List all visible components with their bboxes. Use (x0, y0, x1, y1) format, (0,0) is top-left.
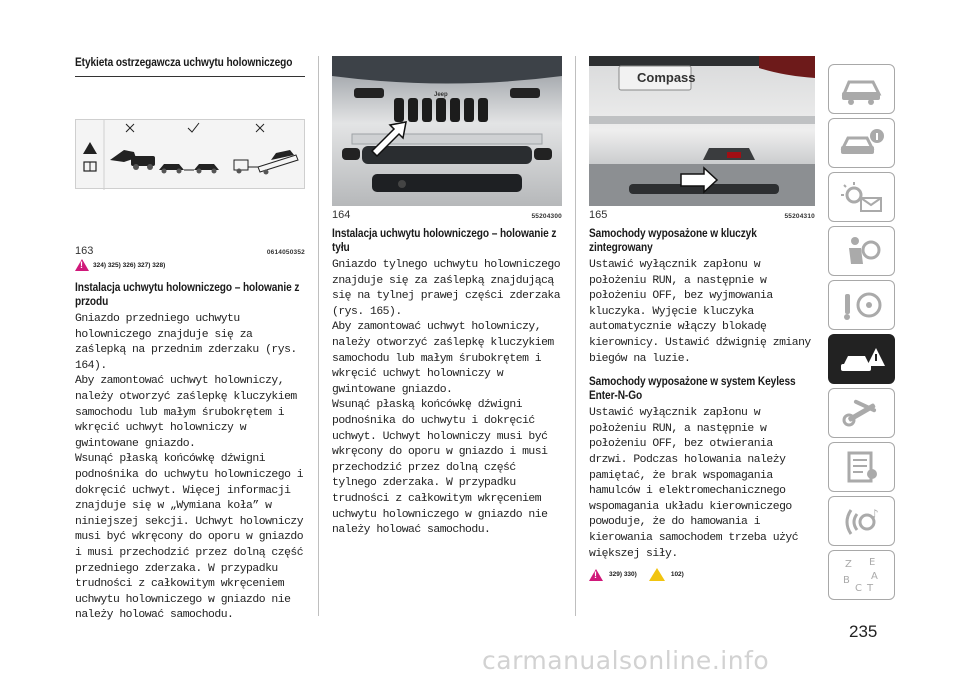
figure-caption (589, 209, 815, 221)
paragraph: Ustawić wyłącznik zapłonu w położeniu RUN, a następnie w położeniu OFF, bez otwierania drzwi. Podczas holowania należy pamiętać, że brak wspomagania hamulców i elektromechanicznego wspomagania układu kierowniczego powoduje, że do hamowania i kierowania samochodem trzeba użyć większej siły. (589, 407, 799, 560)
figure-code: 55204300 (531, 213, 562, 220)
paragraph: Gniazdo tylnego uchwytu holowniczego znajduje się za zaślepką znajdującą się na tylnej prawej części zderzaka (rys. 165). (332, 259, 561, 318)
watermark: carmanualsonline.info (482, 646, 770, 675)
paragraph: Aby zamontować uchwyt holowniczy, należy otworzyć zaślepkę kluczykiem samochodu lub małym śrubokrętem i wkręcić uchwyt holowniczy w gwintowane gniazdo. (332, 321, 554, 396)
column-2 (332, 56, 562, 539)
front-bumper-photo (332, 56, 562, 206)
section-title: Instalacja uchwytu holowniczego – holowanie z tyłu (332, 228, 557, 254)
warning-icon (75, 259, 89, 271)
car-dashboard-icon (839, 72, 885, 106)
nav-tab-service[interactable] (828, 388, 895, 438)
section-title: Instalacja uchwytu holowniczego – holowanie z przodu (75, 282, 300, 308)
airbag-seatbelt-icon (839, 234, 885, 268)
figure-caption (75, 245, 305, 257)
figure-number: 164 (332, 209, 351, 221)
warning-refs: 324) 325) 326) 327) 328) (93, 261, 166, 269)
paragraph: Wsunąć płaską końcówkę dźwigni podnośnika do uchwytu holowniczego i dokręcić uchwyt. Więcej informacji znajduje się w „Wymiana koła” w niniejszej sekcji. Uchwyt holowniczy musi być wkręcony do oporu w gniazdo i musi przechodzić przez dolną część przedniego zderzaka. W przypadku trudności z całkowitym wkręceniem uchwytu holowniczego w gniazdo nie należy holować samochodu. (75, 453, 304, 622)
warning-references (589, 568, 815, 581)
nav-tab-multimedia[interactable] (828, 496, 895, 546)
alphabetical-index-icon (839, 555, 885, 595)
grille-badge: Jeep (434, 92, 448, 98)
figure-caption (332, 209, 562, 221)
column-divider (575, 56, 576, 616)
figure-number: 165 (589, 209, 608, 221)
svg-text:T: T (866, 583, 873, 594)
technical-data-icon (839, 450, 885, 484)
column-1 (75, 56, 305, 624)
figure-163 (75, 119, 305, 189)
svg-text:E: E (868, 557, 875, 568)
figure-165-photo (589, 56, 815, 206)
wrench-tools-icon (839, 396, 885, 430)
label-heading: Etykieta ostrzegawcza uchwytu holowniczego (75, 57, 293, 69)
caution-car-icon (649, 568, 665, 581)
svg-text:Z: Z (844, 559, 852, 570)
warning-lights-icon (839, 180, 885, 214)
rear-bumper-photo (589, 56, 815, 206)
paragraph: Gniazdo przedniego uchwytu holowniczego znajduje się za zaślepką na przednim zderzaku (rys. 164). (75, 313, 297, 372)
nav-tab-car-info[interactable] (828, 118, 895, 168)
nav-tab-driving[interactable] (828, 280, 895, 330)
paragraph: Aby zamontować uchwyt holowniczy, należy otworzyć zaślepkę kluczykiem samochodu lub małym śrubokrętem i wkręcić uchwyt holowniczy w gwintowane gniazdo. (75, 375, 297, 450)
nav-tab-emergency[interactable] (828, 334, 895, 384)
heading-rule (75, 76, 305, 77)
section-title: Samochody wyposażone w kluczyk zintegrowany (589, 228, 757, 254)
nav-tab-technical[interactable] (828, 442, 895, 492)
breakdown-car-icon (839, 342, 885, 376)
page-number: 235 (849, 622, 878, 641)
warning-references (75, 259, 305, 271)
section-title: Samochody wyposażone w system Keyless Enter-N-Go (589, 376, 796, 403)
paragraph: Wsunąć płaską końcówkę dźwigni podnośnika do uchwytu i dokręcić uchwyt. Uchwyt holowniczy musi być wkręcony do oporu w gniazdo i musi przechodzić przez dolną część tylnego zderzaka. W przypadku trudności z całkowitym wkręceniem uchwytu holowniczego w gniazdo nie należy holować samochodu. (332, 399, 548, 537)
car-info-icon (839, 126, 885, 160)
paragraph: Ustawić wyłącznik zapłonu w położeniu RUN, a następnie w położeniu OFF, bez wyjmowania kluczyka. Wyjęcie kluczyka automatycznie włączy blokadę kierownicy. Ustawić dźwignię zmiany biegów na luzie. (589, 259, 811, 365)
multimedia-icon (839, 504, 885, 538)
column-divider (318, 56, 319, 616)
svg-text:♪: ♪ (870, 507, 879, 521)
figure-number: 163 (75, 245, 94, 257)
nav-tab-warning-lights[interactable] (828, 172, 895, 222)
warning-refs: 329) 330) (609, 571, 637, 579)
svg-text:B: B (842, 575, 850, 586)
figure-code: 0614050352 (266, 249, 305, 256)
svg-text:C: C (854, 583, 862, 594)
towing-warning-label-image (76, 120, 306, 190)
rear-badge: Compass (637, 70, 696, 85)
figure-code: 55204310 (784, 213, 815, 220)
column-3 (589, 56, 815, 581)
nav-tab-index[interactable] (828, 550, 895, 600)
steering-wheel-icon (839, 288, 885, 322)
svg-text:A: A (870, 571, 878, 582)
caution-refs: 102) (670, 571, 684, 579)
nav-tab-dashboard[interactable] (828, 64, 895, 114)
nav-tab-safety[interactable] (828, 226, 895, 276)
figure-164-photo (332, 56, 562, 206)
warning-icon (589, 569, 603, 581)
